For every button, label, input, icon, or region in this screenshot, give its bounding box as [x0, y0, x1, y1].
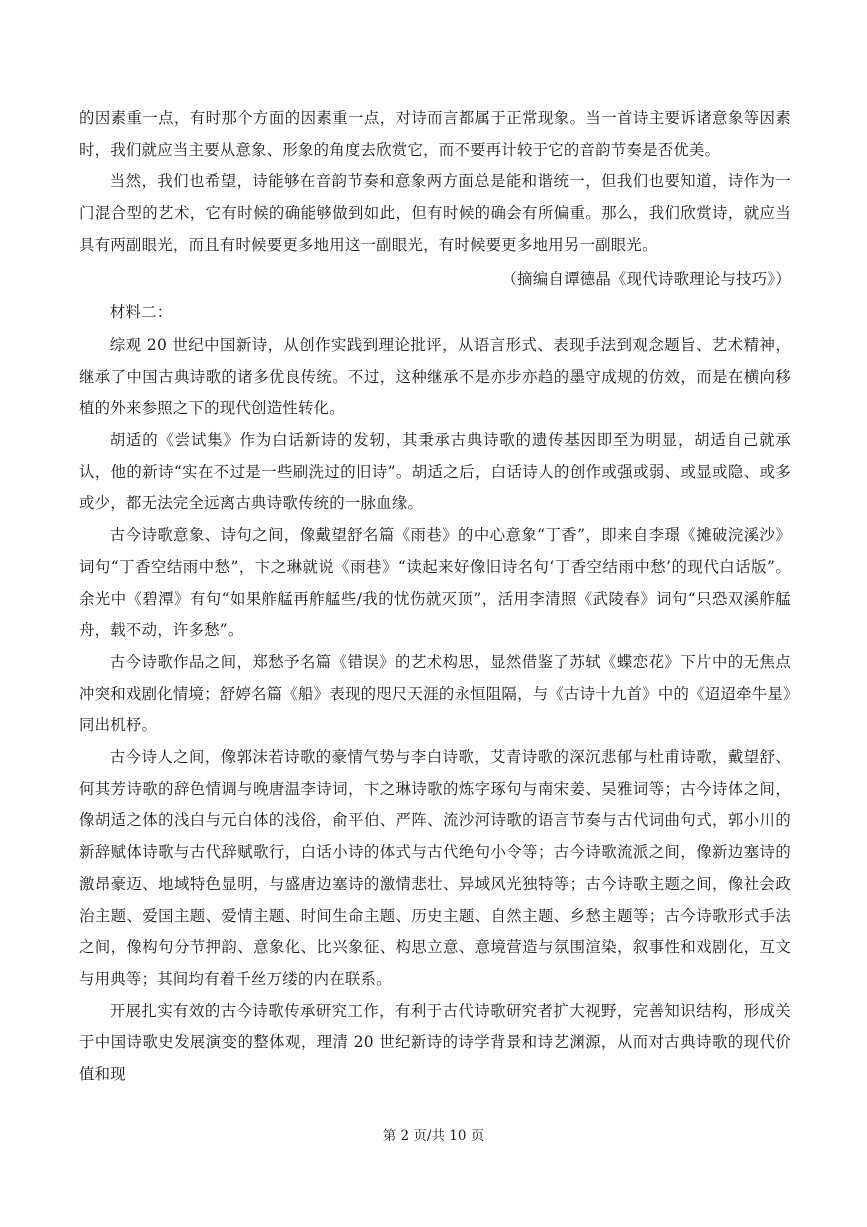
material-label: 材料二： — [109, 303, 173, 322]
paragraph: 综观 20 世纪中国新诗，从创作实践到理论批评，从语言形式、表现手法到观念题旨、艺术精神，继承了中国古典诗歌的诸多优良传统。不过，这种继承不是亦步亦趋的墨守成规的仿效，而是在横向移植的外来参照之下的现代创造性转化。 — [79, 335, 791, 418]
document-body — [79, 103, 791, 1091]
paragraph: 胡适的《尝试集》作为白话新诗的发轫，其秉承古典诗歌的遗传基因即至为明显，胡适自己就承认，他的新诗“实在不过是一些刷洗过的旧诗”。胡适之后，白话诗人的创作或强或弱、或显或隐、或多或少，都无法完全远离古典诗歌传统的一脉血缘。 — [79, 431, 791, 513]
paragraph: 古今诗人之间，像郭沫若诗歌的豪情气势与李白诗歌，艾青诗歌的深沉悲郁与杜甫诗歌，戴望舒、何其芳诗歌的辞色情调与晚唐温李诗词，卞之琳诗歌的炼字琢句与南宋姜、吴雅词等；古今诗体之间，像胡适之体的浅白与元白体的浅俗，俞平伯、严阵、流沙河诗歌的语言节奏与古代词曲句式，郭小川的新辞赋体诗歌与古代辞赋歌行，白话小诗的体式与古代绝句小令等；古今诗歌流派之间，像新边塞诗的激昂豪迈、地域特色显明，与盛唐边塞诗的激情悲壮、异域风光独特等；古今诗歌主题之间，像社会政治主题、爱国主题、爱情主题、时间生命主题、历史主题、自然主题、乡愁主题等；古今诗歌形式手法之间，像构句分节押韵、意象化、比兴象征、构思立意、意境营造与氛围渲染，叙事性和戏剧化，互文与用典等；其间均有着千丝万缕的内在联系。 — [79, 748, 791, 988]
paragraph: 古今诗歌意象、诗句之间，像戴望舒名篇《雨巷》的中心意象“丁香”，即来自李璟《摊破浣溪沙》词句“丁香空结雨中愁”，卞之琳就说《雨巷》“读起来好像旧诗名句‘丁香空结雨中愁’的现代白话版”。余光中《碧潭》有句“如果舴艋再舴艋些/我的忧伤就灭顶”，活用李清照《武陵春》词句“只恐双溪舴艋舟，载不动，许多愁”。 — [79, 526, 791, 640]
source-citation: （摘编自谭德晶《现代诗歌理论与技巧》） — [501, 269, 791, 288]
paragraph: 古今诗歌作品之间，郑愁予名篇《错误》的艺术构思，显然借鉴了苏轼《蝶恋花》下片中的无焦点冲突和戏剧化情境；舒婷名篇《船》表现的咫尺天涯的永恒阻隔，与《古诗十九首》中的《迢迢牵牛星》同出机杼。 — [79, 652, 791, 735]
paragraph-continuation: 的因素重一点，有时那个方面的因素重一点，对诗而言都属于正常现象。当一首诗主要诉诸意象等因素时，我们就应当主要从意象、形象的角度去欣赏它，而不要再计较于它的音韵节奏是否优美。 — [79, 109, 791, 159]
paragraph: 开展扎实有效的古今诗歌传承研究工作，有利于古代诗歌研究者扩大视野，完善知识结构，形成关于中国诗歌史发展演变的整体观，理清 20 世纪新诗的诗学背景和诗艺渊源，从而对古典诗歌的现代价值和现 — [79, 1001, 791, 1084]
paragraph: 当然，我们也希望，诗能够在音韵节奏和意象两方面总是能和谐统一，但我们也要知道，诗作为一门混合型的艺术，它有时候的确能够做到如此，但有时候的确会有所偏重。那么，我们欣赏诗，就应当具有两副眼光，而且有时候要更多地用这一副眼光，有时候要更多地用另一副眼光。 — [79, 172, 791, 254]
page-number-footer: 第 2 页/共 10 页 — [382, 1128, 485, 1144]
